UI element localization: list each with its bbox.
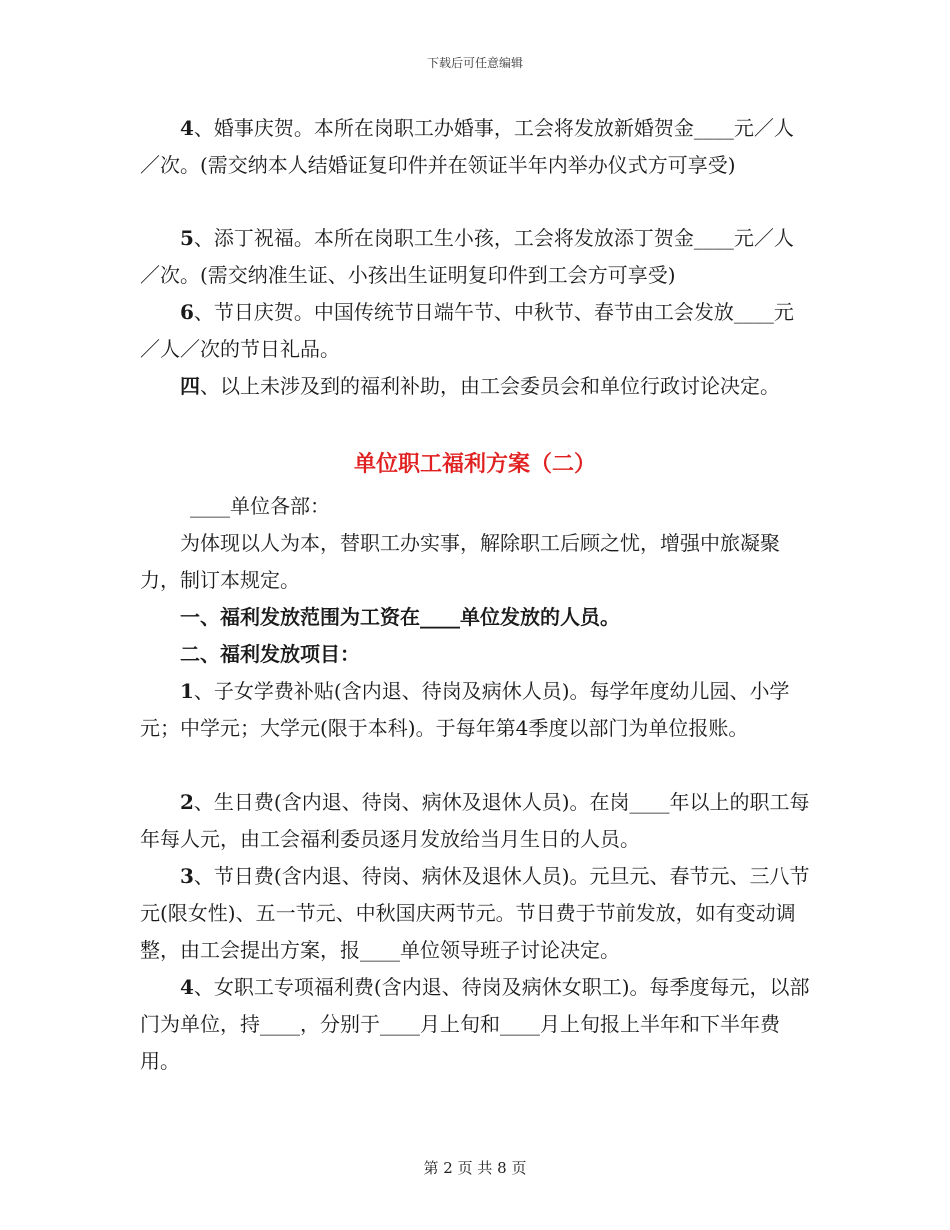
paragraph-wedding	[140, 110, 810, 184]
page-footer: 第 2 页 共 8 页	[423, 1159, 527, 1177]
paragraph-text: 、节日费(含内退、待岗、病休及退休人员)。元旦元、春节元、三八节元(限女性)、五一节元、中秋国庆两节元。节日费于节前发放，如有变动调整，由工会提出方案，报____单位领导班子讨论决定。	[140, 864, 810, 962]
paragraph-text: 、生日费(含内退、待岗、病休及退休人员)。在岗____年以上的职工每年每人元，由工会福利委员逐月发放给当月生日的人员。	[140, 790, 810, 851]
salutation: ____单位各部：	[190, 494, 330, 518]
item-projects: 二、福利发放项目：	[180, 642, 360, 666]
paragraph-text: 、子女学费补贴(含内退、待岗及病休人员)。每学年度幼儿园、小学元；中学元；大学元(限于本科)。于每年第4季度以部门为单位报账。	[140, 679, 790, 740]
sub-item-birthday	[140, 784, 810, 858]
sub-item-tuition	[140, 673, 810, 747]
item-number: 4	[180, 975, 194, 999]
paragraph-text: 、以上未涉及到的福利补助，由工会委员会和单位行政讨论决定。	[200, 374, 780, 398]
item-number: 2	[180, 790, 194, 814]
paragraph-festival	[140, 294, 810, 368]
paragraph-text: 、婚事庆贺。本所在岗职工办婚事，工会将发放新婚贺金____元／人／次。(需交纳本人结婚证复印件并在领证半年内举办仪式方可享受)	[140, 116, 794, 177]
paragraph-newborn	[140, 220, 810, 294]
paragraph-other	[140, 368, 810, 405]
paragraph-text: 、添丁祝福。本所在岗职工生小孩，工会将发放添丁贺金____元／人／次。(需交纳准生证、小孩出生证明复印件到工会方可享受)	[140, 226, 794, 287]
section-label: 四	[180, 374, 200, 398]
section-title: 单位职工福利方案（二）	[353, 451, 596, 477]
item-number: 3	[180, 864, 194, 888]
sub-item-holiday	[140, 858, 810, 969]
item-scope: 一、福利发放范围为工资在____单位发放的人员。	[180, 605, 620, 629]
item-number: 6	[180, 300, 194, 324]
page-header: 下载后可任意编辑	[426, 56, 523, 70]
item-number: 4	[180, 116, 194, 140]
item-number: 5	[180, 226, 194, 250]
item-number: 1	[180, 679, 194, 703]
sub-item-female-staff	[140, 969, 810, 1080]
paragraph-text: 、女职工专项福利费(含内退、待岗及病休女职工)。每季度每元，以部门为单位，持____，分别于____月上旬和____月上旬报上半年和下半年费用。	[140, 975, 810, 1073]
intro-paragraph: 为体现以人为本，替职工办实事，解除职工后顾之忧，增强中旅凝聚力，制订本规定。	[140, 531, 780, 592]
paragraph-text: 、节日庆贺。中国传统节日端午节、中秋节、春节由工会发放____元／人／次的节日礼品。	[140, 300, 794, 361]
